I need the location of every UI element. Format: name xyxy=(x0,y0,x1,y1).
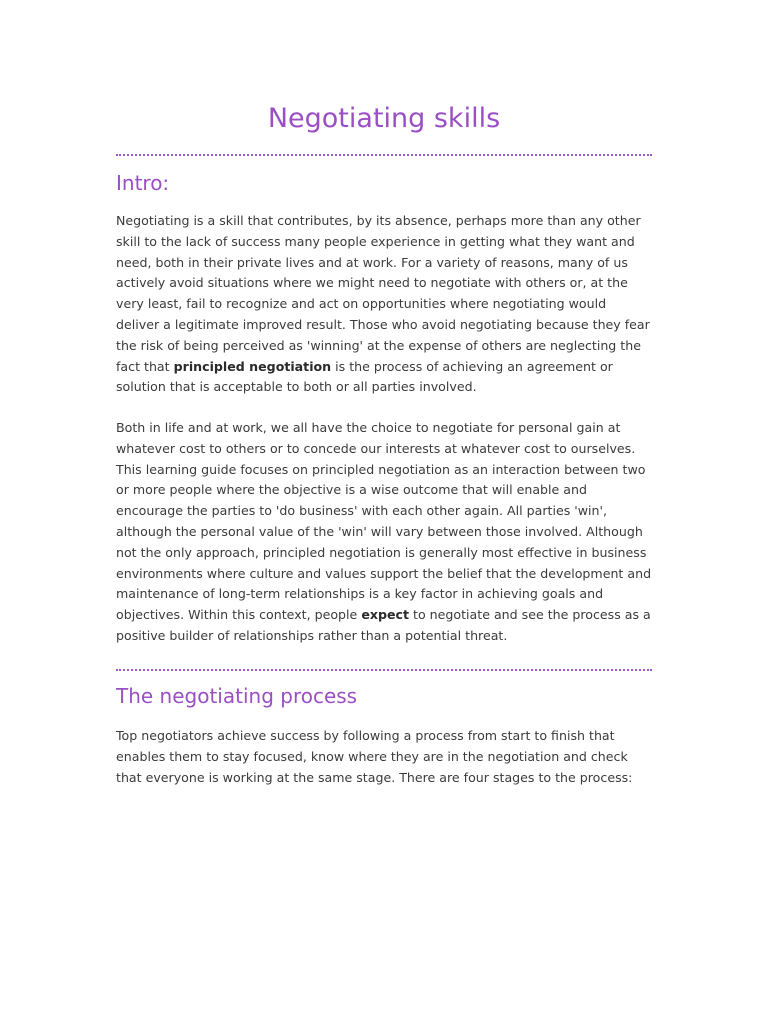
divider-middle xyxy=(116,669,652,671)
intro-p2-text-a: Both in life and at work, we all have the choice to negotiate for personal gain at whatever cost to others or to concede our interests at whatever cost to ourselves. This learning guide focuses on principled negotiation as an interaction between two or more people where the objective is a wise outcome that will enable and encourage the parties to 'do business' with each other again. All parties 'win', although the personal value of the 'win' will vary between those involved. Although not the only approach, principled negotiation is generally most effective in business environments where culture and values support the belief that the development and maintenance of long-term relationships is a key factor in achieving goals and objectives. Within this context, people xyxy=(116,420,652,623)
document-title: Negotiating skills xyxy=(267,103,501,134)
process-heading: The negotiating process xyxy=(116,684,358,708)
intro-p1-bold: principled negotiation xyxy=(173,358,332,374)
intro-heading: Intro: xyxy=(116,171,170,195)
intro-p1-text-a: Negotiating is a skill that contributes, by its absence, perhaps more than any other skill to the lack of success many people experience in getting what they want and need, both in their private lives and at work. For a variety of reasons, many of us actively avoid situations where we might need to negotiate with others or, at the very least, fail to recognize and act on opportunities where negotiating would deliver a legitimate improved result. Those who avoid negotiating because they fear the risk of being perceived as 'winning' at the expense of others are neglecting the fact that xyxy=(116,213,650,374)
intro-paragraph-1 xyxy=(116,211,652,398)
intro-p2-text-b: to negotiate and see the process as a positive builder of relationships rather than a potential threat. xyxy=(116,607,651,643)
divider-top xyxy=(116,154,652,156)
intro-paragraph-2 xyxy=(116,418,652,647)
process-paragraph-1: Top negotiators achieve success by following a process from start to finish that enables them to stay focused, know where they are in the negotiation and check that everyone is working at the same stage. There are four stages to the process: xyxy=(116,728,633,785)
intro-p2-bold: expect xyxy=(361,607,410,623)
intro-p1-text-b: is the process of achieving an agreement or solution that is acceptable to both or all parties involved. xyxy=(116,358,613,395)
